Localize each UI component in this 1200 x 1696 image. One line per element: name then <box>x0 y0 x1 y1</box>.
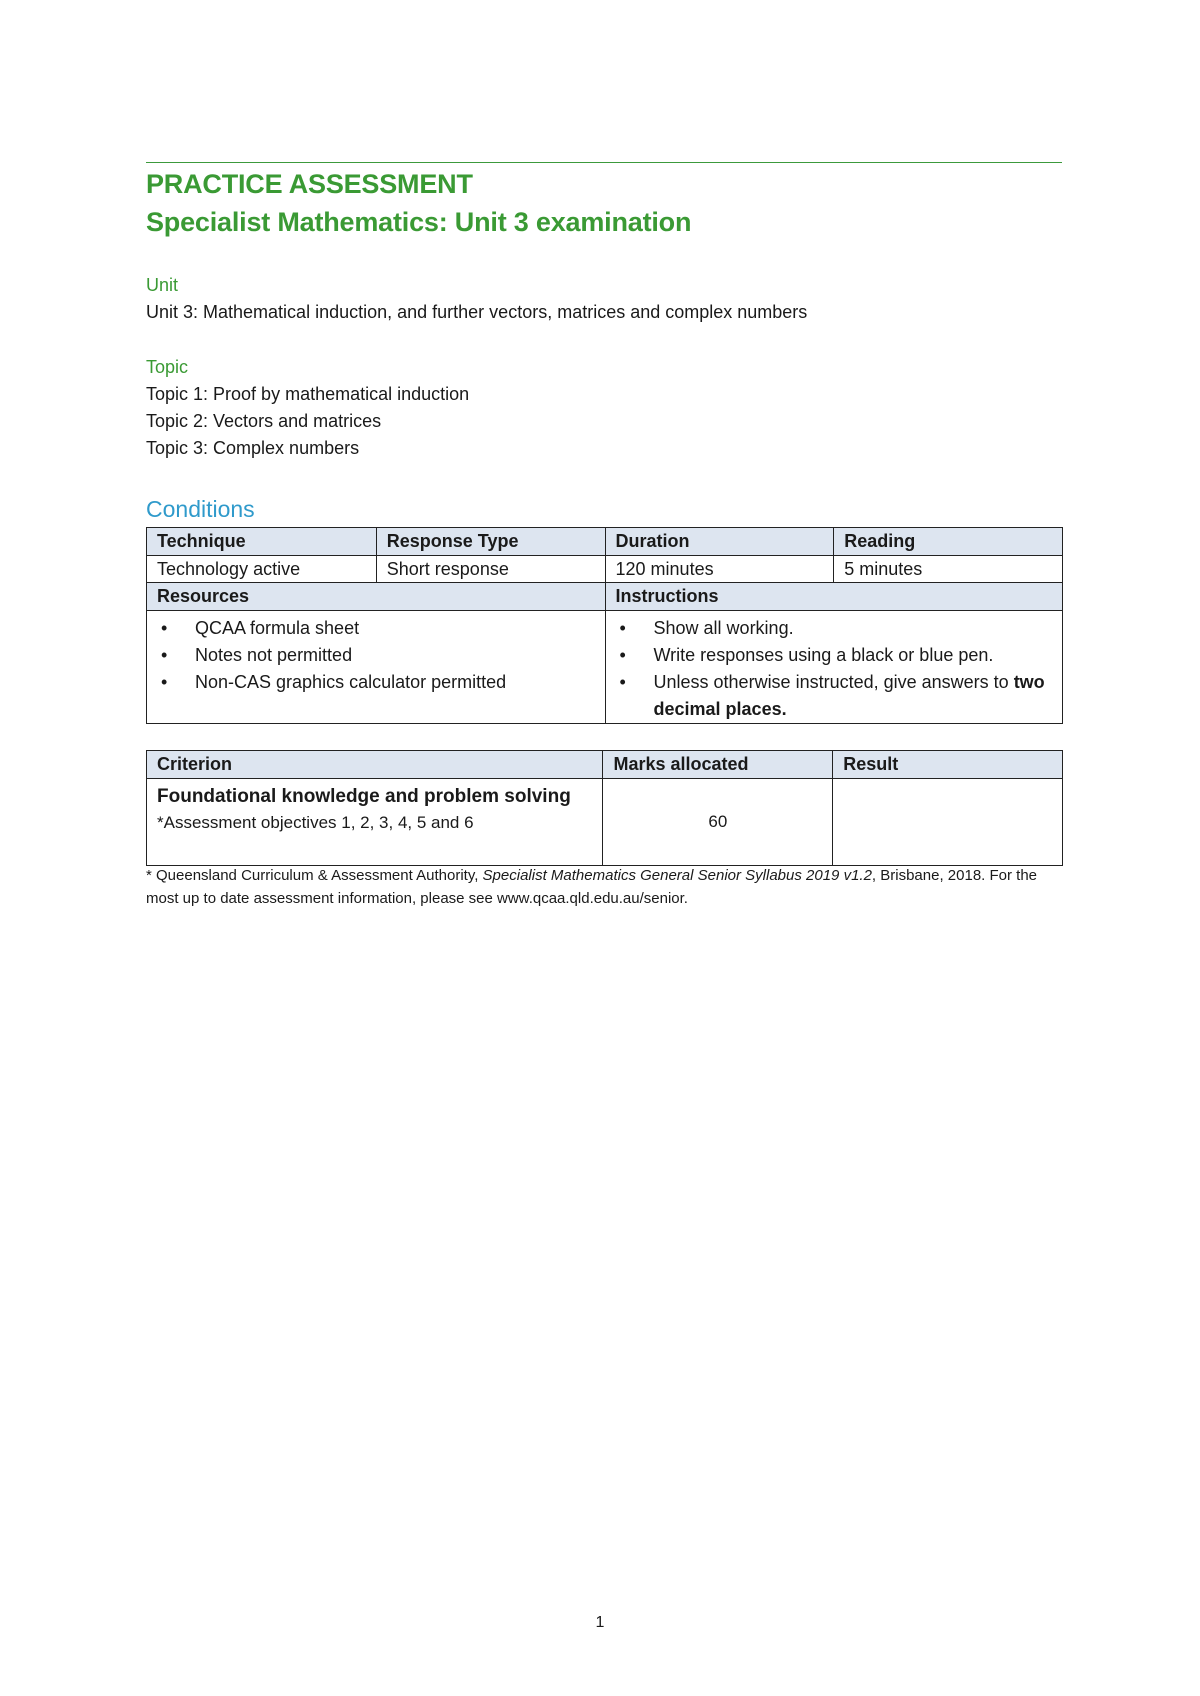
technique-value: Technology active <box>147 556 377 583</box>
document-kind: PRACTICE ASSESSMENT <box>146 169 473 199</box>
resources-header: Resources <box>147 583 606 611</box>
page-number: 1 <box>595 1614 605 1631</box>
unit-value: Unit 3: Mathematical induction, and further vectors, matrices and complex numbers <box>146 302 808 322</box>
response-type-value: Short response <box>376 556 605 583</box>
criterion-header: Criterion <box>147 751 603 779</box>
unit-label: Unit <box>146 275 179 295</box>
technique-header: Technique <box>147 528 377 556</box>
footnote-text-end: , Brisbane, 2018. For the most up to date assessment information, please see www.qcaa.qld.edu.au/senior. <box>146 867 1038 907</box>
instructions-cell <box>605 611 1062 724</box>
topic-item: Topic 3: Complex numbers <box>146 438 360 458</box>
response-type-header: Response Type <box>376 528 605 556</box>
duration-value: 120 minutes <box>605 556 834 583</box>
marks-header: Marks allocated <box>603 751 833 779</box>
resources-cell <box>147 611 606 724</box>
conditions-table <box>146 527 1063 724</box>
topic-section <box>146 354 469 462</box>
list-item <box>616 669 1052 723</box>
reading-value: 5 minutes <box>834 556 1063 583</box>
instruction-emphasis: two decimal places. <box>653 672 1045 719</box>
footnote-text: * Queensland Curriculum & Assessment Authority, <box>146 867 483 884</box>
title-block <box>146 166 691 242</box>
criterion-objectives: *Assessment objectives 1, 2, 3, 4, 5 and 6 <box>157 813 474 832</box>
header-rule <box>146 162 1062 163</box>
result-cell[interactable] <box>833 779 1063 866</box>
marks-value: 60 <box>603 779 833 866</box>
syllabus-title: Specialist Mathematics General Senior Syllabus 2019 v1.2 <box>482 867 872 884</box>
table-row <box>147 779 1063 866</box>
reading-header: Reading <box>834 528 1063 556</box>
page-title: Specialist Mathematics: Unit 3 examination <box>146 207 692 237</box>
footnote <box>146 864 1062 910</box>
duration-header: Duration <box>605 528 834 556</box>
instruction-text: Unless otherwise instructed, give answers to <box>653 672 1014 692</box>
criterion-title: Foundational knowledge and problem solving <box>157 786 571 807</box>
criteria-table <box>146 750 1063 866</box>
conditions-heading: Conditions <box>146 496 255 522</box>
instructions-list <box>616 615 1052 723</box>
list-item: • Show all working. <box>616 615 1052 642</box>
resources-instructions-header-row <box>147 583 1063 611</box>
result-header: Result <box>833 751 1063 779</box>
list-item: • Non-CAS graphics calculator permitted <box>157 669 595 696</box>
instructions-header: Instructions <box>605 583 1062 611</box>
topic-label: Topic <box>146 357 189 377</box>
criteria-header-row <box>147 751 1063 779</box>
criterion-cell <box>147 779 603 866</box>
topic-item: Topic 1: Proof by mathematical induction <box>146 384 470 404</box>
topic-item: Topic 2: Vectors and matrices <box>146 411 382 431</box>
resources-instructions-row <box>147 611 1063 724</box>
unit-section <box>146 272 807 326</box>
list-item: • Notes not permitted <box>157 642 595 669</box>
resources-list <box>157 615 595 696</box>
list-item: • Write responses using a black or blue pen. <box>616 642 1052 669</box>
conditions-value-row <box>147 556 1063 583</box>
conditions-header-row <box>147 528 1063 556</box>
list-item: • QCAA formula sheet <box>157 615 595 642</box>
